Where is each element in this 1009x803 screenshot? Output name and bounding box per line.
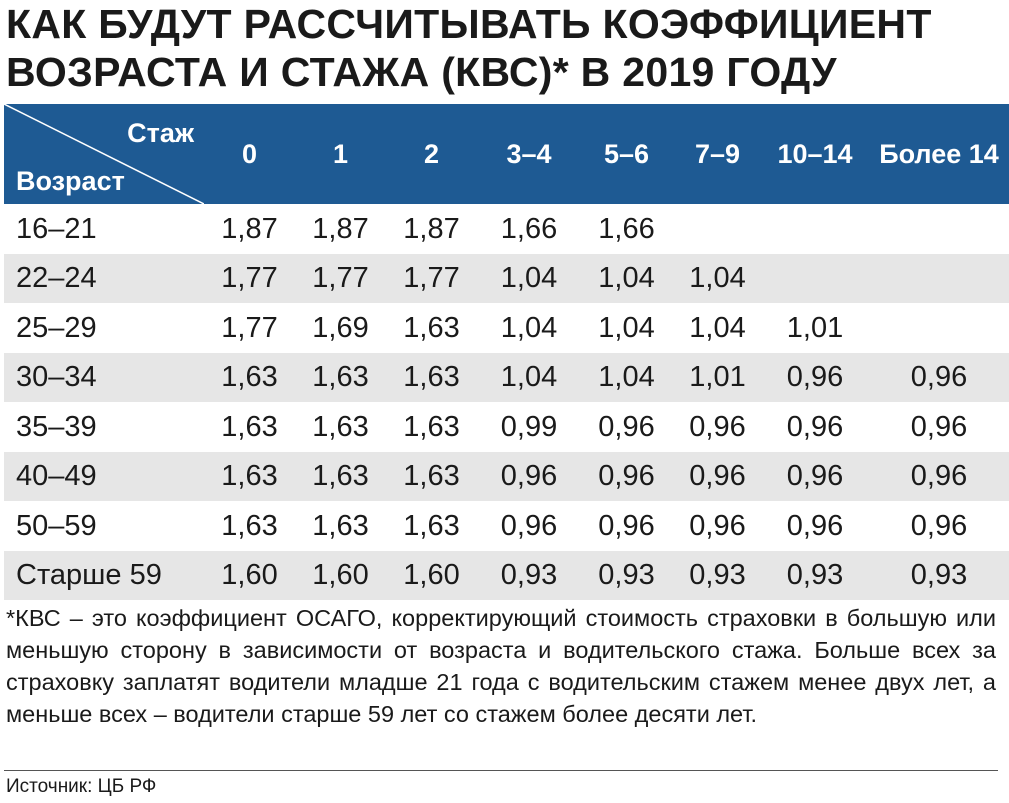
age-cell: Старше 59 <box>4 551 204 601</box>
coefficient-cell: 1,63 <box>295 452 386 502</box>
coefficient-cell: 0,96 <box>672 402 763 452</box>
corner-header <box>4 104 204 204</box>
age-cell: 22–24 <box>4 254 204 304</box>
column-header: 7–9 <box>672 104 763 204</box>
coefficient-cell: 0,96 <box>477 452 581 502</box>
coefficient-cell: 1,87 <box>386 204 477 254</box>
table-row <box>4 254 1009 304</box>
coefficient-cell: 1,01 <box>763 303 867 353</box>
coefficient-cell: 1,04 <box>477 303 581 353</box>
coefficient-cell: 0,96 <box>763 501 867 551</box>
kvs-table <box>4 104 1009 600</box>
coefficient-cell: 1,77 <box>295 254 386 304</box>
age-cell: 16–21 <box>4 204 204 254</box>
coefficient-cell: 1,04 <box>581 254 672 304</box>
age-cell: 40–49 <box>4 452 204 502</box>
column-header: 1 <box>295 104 386 204</box>
header-row <box>4 104 1009 204</box>
age-cell: 30–34 <box>4 353 204 403</box>
coefficient-cell: 0,96 <box>581 402 672 452</box>
footnote: *КВС – это коэффициент ОСАГО, корректирующий стоимость страховки в большую или меньшую сторону в зависимости от возраста и водительского стажа. Больше всех за страховку заплатят водители младше 21 года с водительским стажем менее двух лет, а меньше всех – водители старше 59 лет со стажем более десяти лет. <box>6 605 996 727</box>
table-row <box>4 204 1009 254</box>
coefficient-cell: 0,99 <box>477 402 581 452</box>
column-header: Более 14 <box>867 104 1009 204</box>
coefficient-cell: 0,96 <box>763 452 867 502</box>
coefficient-cell: 1,63 <box>204 402 295 452</box>
column-header: 5–6 <box>581 104 672 204</box>
coefficient-cell: 1,63 <box>386 353 477 403</box>
coefficient-cell: 1,60 <box>295 551 386 601</box>
age-cell: 35–39 <box>4 402 204 452</box>
coefficient-cell: 1,66 <box>477 204 581 254</box>
coefficient-cell: 1,04 <box>477 254 581 304</box>
coefficient-cell <box>867 254 1009 304</box>
coefficient-cell: 1,60 <box>386 551 477 601</box>
coefficient-cell: 1,87 <box>204 204 295 254</box>
coefficient-cell: 0,96 <box>672 452 763 502</box>
coefficient-cell: 0,93 <box>672 551 763 601</box>
coefficient-cell: 1,63 <box>295 353 386 403</box>
header-stazh-label: Стаж <box>127 118 194 148</box>
column-header: 3–4 <box>477 104 581 204</box>
coefficient-cell: 0,93 <box>763 551 867 601</box>
source-label: Источник: ЦБ РФ <box>6 776 157 797</box>
coefficient-cell: 0,96 <box>581 452 672 502</box>
column-header: 0 <box>204 104 295 204</box>
coefficient-cell: 1,01 <box>672 353 763 403</box>
table-row <box>4 551 1009 601</box>
coefficient-cell: 0,96 <box>867 353 1009 403</box>
table-row <box>4 303 1009 353</box>
coefficient-cell <box>867 204 1009 254</box>
coefficient-cell: 0,96 <box>477 501 581 551</box>
age-cell: 50–59 <box>4 501 204 551</box>
divider <box>4 770 998 771</box>
coefficient-cell: 1,66 <box>581 204 672 254</box>
coefficient-cell: 1,77 <box>204 254 295 304</box>
coefficient-cell: 1,63 <box>386 452 477 502</box>
coefficient-cell: 1,63 <box>386 402 477 452</box>
coefficient-cell: 1,60 <box>204 551 295 601</box>
coefficient-cell: 1,63 <box>204 452 295 502</box>
column-header: 2 <box>386 104 477 204</box>
page-title: КАК БУДУТ РАССЧИТЫВАТЬ КОЭФФИЦИЕНТ ВОЗРАСТА И СТАЖА (КВС)* В 2019 ГОДУ <box>6 1 932 95</box>
coefficient-cell: 1,04 <box>672 303 763 353</box>
coefficient-cell: 0,96 <box>867 501 1009 551</box>
coefficient-cell: 1,63 <box>386 303 477 353</box>
coefficient-cell: 0,96 <box>867 402 1009 452</box>
coefficient-cell: 1,63 <box>204 501 295 551</box>
coefficient-cell: 1,87 <box>295 204 386 254</box>
coefficient-cell: 1,04 <box>672 254 763 304</box>
age-cell: 25–29 <box>4 303 204 353</box>
coefficient-cell: 1,04 <box>581 353 672 403</box>
coefficient-cell: 1,69 <box>295 303 386 353</box>
coefficient-cell <box>672 204 763 254</box>
coefficient-cell: 0,96 <box>867 452 1009 502</box>
coefficient-cell: 1,04 <box>581 303 672 353</box>
coefficient-cell: 1,63 <box>295 501 386 551</box>
coefficient-cell <box>763 254 867 304</box>
coefficient-cell: 0,96 <box>763 402 867 452</box>
table-row <box>4 402 1009 452</box>
coefficient-cell: 0,96 <box>581 501 672 551</box>
table-row <box>4 452 1009 502</box>
table-body <box>4 204 1009 600</box>
coefficient-cell: 1,04 <box>477 353 581 403</box>
column-header: 10–14 <box>763 104 867 204</box>
header-vozrast-label: Возраст <box>16 166 125 196</box>
coefficient-cell: 0,93 <box>581 551 672 601</box>
coefficient-cell: 0,96 <box>672 501 763 551</box>
coefficient-cell: 1,63 <box>204 353 295 403</box>
coefficient-cell: 1,63 <box>295 402 386 452</box>
table-row <box>4 353 1009 403</box>
coefficient-cell: 0,93 <box>477 551 581 601</box>
coefficient-cell: 1,77 <box>386 254 477 304</box>
coefficient-cell: 0,96 <box>763 353 867 403</box>
table-row <box>4 501 1009 551</box>
coefficient-cell: 1,63 <box>386 501 477 551</box>
coefficient-cell: 0,93 <box>867 551 1009 601</box>
coefficient-cell: 1,77 <box>204 303 295 353</box>
coefficient-cell <box>867 303 1009 353</box>
coefficient-cell <box>763 204 867 254</box>
